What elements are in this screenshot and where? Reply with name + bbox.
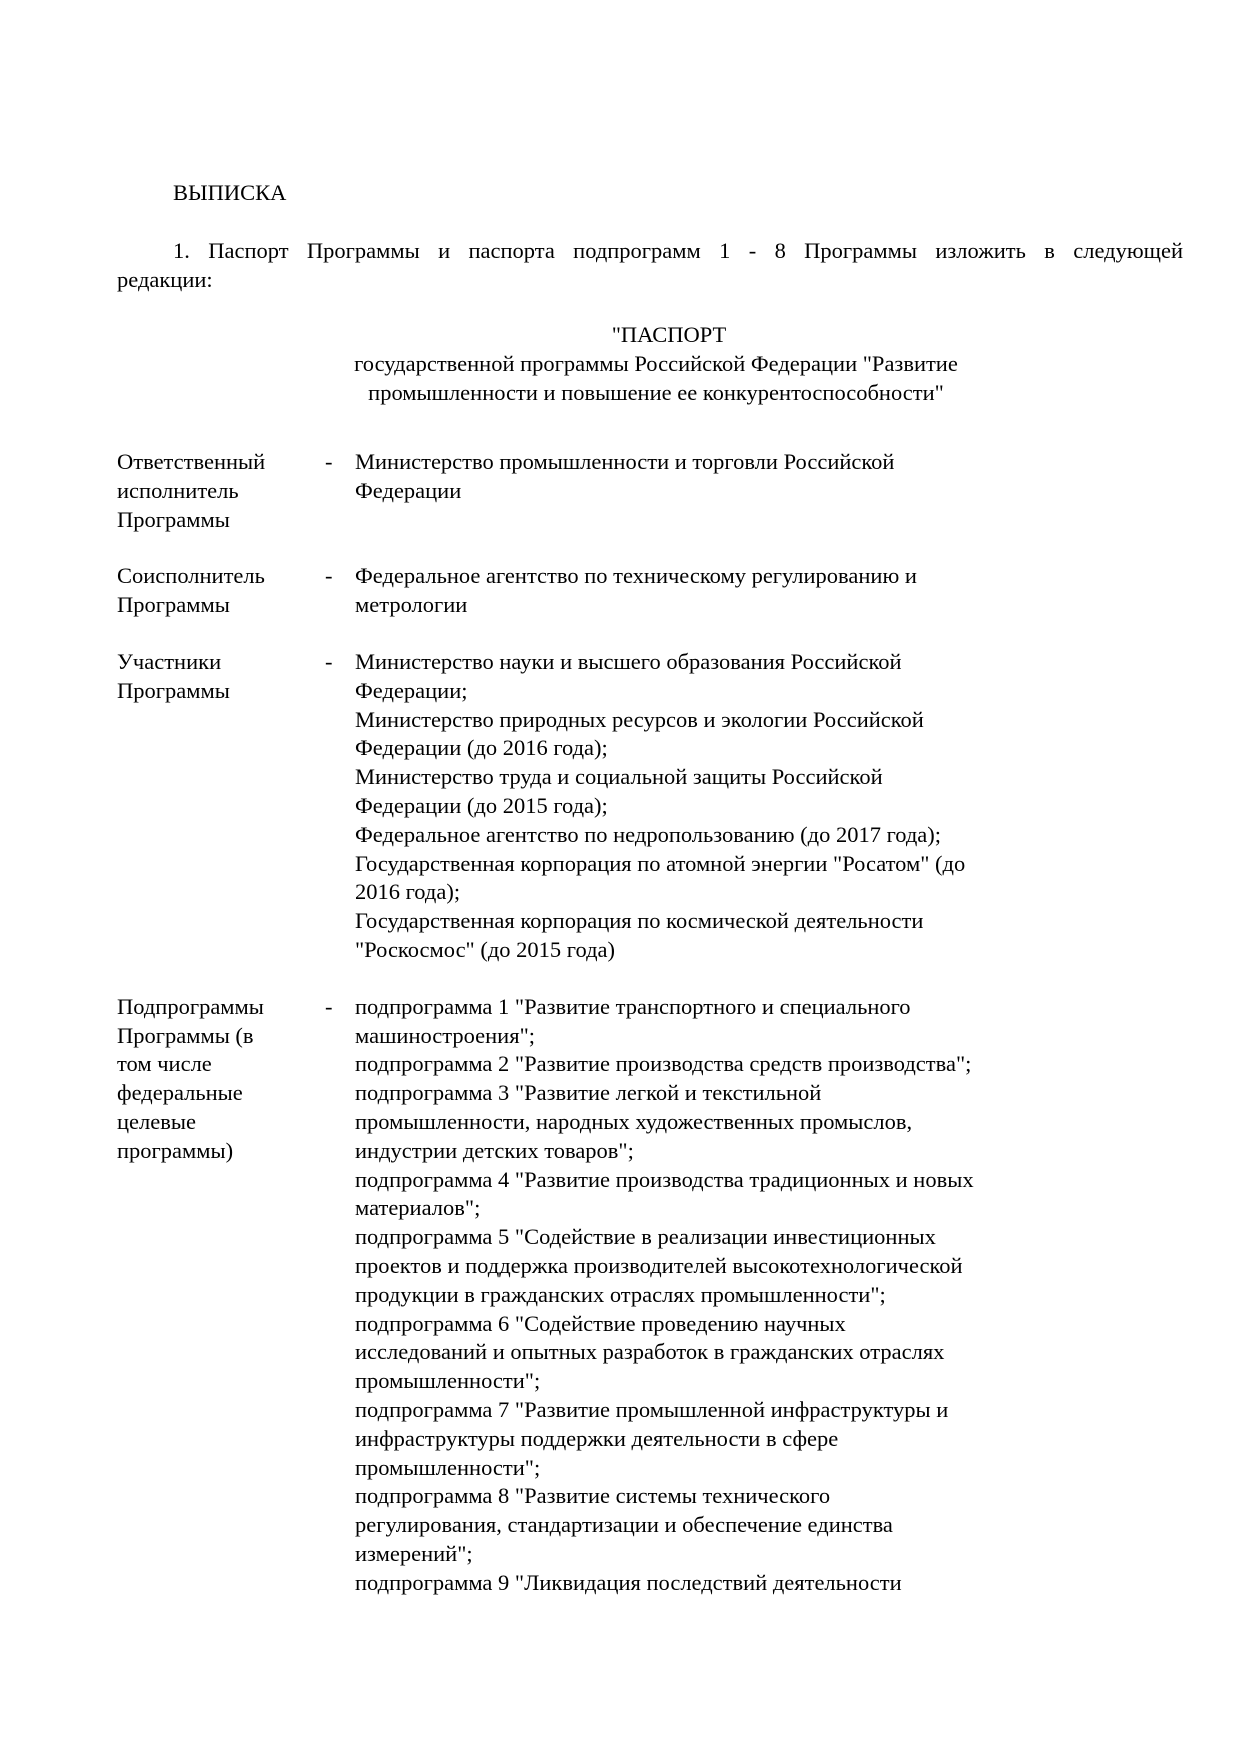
value-line: Государственная корпорация по космической деятельности — [355, 908, 924, 934]
value-line: измерений"; — [355, 1540, 473, 1566]
value-line: подпрограмма 6 "Содействие проведению научных — [355, 1310, 846, 1336]
passport-title-line-1: "ПАСПОРТ — [611, 322, 727, 347]
label-line: том числе — [117, 1051, 212, 1077]
value-line: промышленности"; — [355, 1454, 541, 1480]
passport-row-participants — [117, 648, 1077, 965]
value-line: Федеральное агентство по недропользованию (до 2017 года); — [355, 821, 942, 847]
label-line: целевые — [117, 1108, 196, 1134]
intro-line-2: редакции: — [117, 267, 213, 292]
value-line: 2016 года); — [355, 879, 461, 905]
value-line: Федерации — [355, 477, 462, 503]
value-line: материалов"; — [355, 1195, 481, 1221]
row-separator: - — [325, 563, 333, 589]
value-line: Министерство науки и высшего образования Российской — [355, 648, 902, 674]
row-separator: - — [325, 993, 333, 1019]
intro-line-1-text: 1. Паспорт Программы и паспорта подпрограмм 1 - 8 Программы изложить в следующей — [173, 238, 1183, 263]
value-line: подпрограмма 2 "Развитие производства средств производства"; — [355, 1051, 972, 1077]
label-line: программы) — [117, 1137, 234, 1163]
row-value — [355, 448, 1077, 506]
label-line: Программы (в — [117, 1022, 254, 1048]
value-line: машиностроения"; — [355, 1022, 536, 1048]
row-label — [117, 562, 317, 620]
value-line: промышленности, народных художественных промыслов, — [355, 1108, 913, 1134]
label-line: Подпрограммы — [117, 993, 264, 1019]
value-line: Министерство промышленности и торговли Российской — [355, 449, 895, 474]
value-line: проектов и поддержка производителей высокотехнологической — [355, 1252, 963, 1278]
value-line: промышленности"; — [355, 1368, 541, 1394]
value-line: метрологии — [355, 592, 468, 618]
row-value — [355, 993, 1077, 1598]
value-line: подпрограмма 1 "Развитие транспортного и специального — [355, 993, 911, 1019]
row-label — [117, 448, 317, 534]
row-separator: - — [325, 648, 333, 674]
label-line: Участники — [117, 648, 222, 674]
value-line: индустрии детских товаров"; — [355, 1137, 634, 1163]
label-line: Программы — [117, 506, 230, 532]
passport-title-line-3: промышленности и повышение ее конкурентоспособности" — [368, 380, 944, 405]
value-line: инфраструктуры поддержки деятельности в сфере — [355, 1425, 839, 1451]
passport-row-responsible-executor — [117, 448, 1077, 534]
passport-title-line-2: государственной программы Российской Федерации "Развитие — [354, 351, 958, 376]
value-line: подпрограмма 3 "Развитие легкой и текстильной — [355, 1080, 822, 1106]
value-line: продукции в гражданских отраслях промышленности"; — [355, 1281, 886, 1307]
value-line: Федерации (до 2015 года); — [355, 792, 608, 818]
value-line: Федеральное агентство по техническому регулированию и — [355, 563, 917, 589]
intro-line-1 — [117, 236, 1183, 265]
label-line: исполнитель — [117, 477, 239, 503]
value-line: подпрограмма 9 "Ликвидация последствий деятельности — [355, 1569, 902, 1595]
label-line: Соисполнитель — [117, 563, 265, 589]
row-value — [355, 562, 1077, 620]
passport-row-subprograms — [117, 993, 1077, 1598]
value-line: подпрограмма 8 "Развитие системы технического — [355, 1483, 831, 1509]
value-line: подпрограмма 5 "Содействие в реализации инвестиционных — [355, 1224, 936, 1250]
label-line: Программы — [117, 677, 230, 703]
value-line: Министерство природных ресурсов и экологии Российской — [355, 706, 924, 732]
value-line: Государственная корпорация по атомной энергии "Росатом" (до — [355, 850, 966, 876]
document-heading: ВЫПИСКА — [173, 180, 287, 205]
value-line: Министерство труда и социальной защиты Российской — [355, 764, 883, 790]
row-value — [355, 648, 1077, 965]
value-line: подпрограмма 4 "Развитие производства традиционных и новых — [355, 1166, 974, 1192]
label-line: Ответственный — [117, 449, 266, 474]
passport-row-co-executor — [117, 562, 1077, 620]
row-label — [117, 648, 317, 706]
label-line: федеральные — [117, 1080, 243, 1106]
value-line: исследований и опытных разработок в гражданских отраслях — [355, 1339, 945, 1365]
passport-title — [0, 320, 1240, 407]
row-separator: - — [325, 449, 333, 474]
value-line: подпрограмма 7 "Развитие промышленной инфраструктуры и — [355, 1396, 949, 1422]
value-line: Федерации; — [355, 677, 468, 703]
value-line: Федерации (до 2016 года); — [355, 735, 608, 761]
value-line: регулирования, стандартизации и обеспечение единства — [355, 1512, 893, 1538]
row-label — [117, 993, 317, 1166]
intro-paragraph — [117, 236, 1183, 294]
value-line: "Роскосмос" (до 2015 года) — [355, 936, 616, 962]
passport-table — [117, 448, 1077, 1625]
label-line: Программы — [117, 592, 230, 618]
